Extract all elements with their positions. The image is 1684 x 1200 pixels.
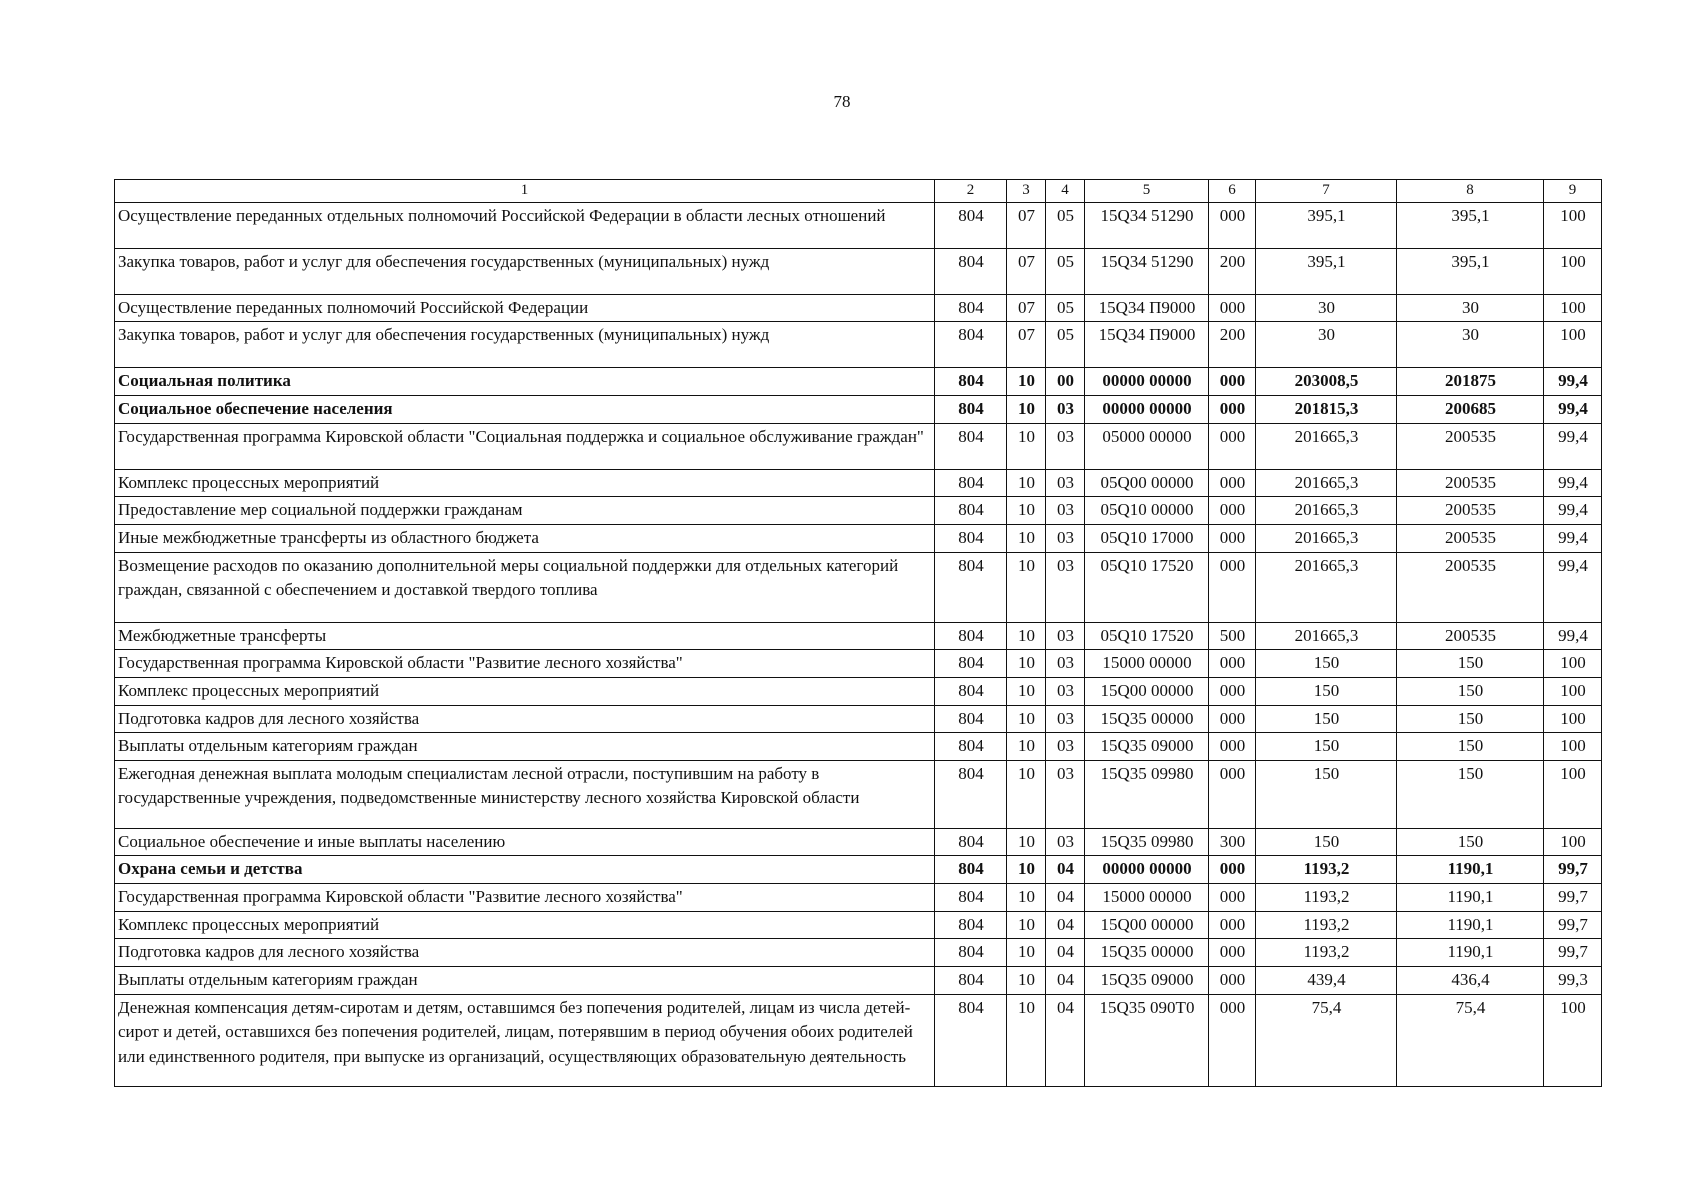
ministry-code-cell: 804 xyxy=(935,856,1007,884)
expense-type-cell: 000 xyxy=(1209,760,1256,828)
row-name-cell: Государственная программа Кировской области "Развитие лесного хозяйства" xyxy=(115,884,935,912)
subsection-code-cell: 05 xyxy=(1046,322,1085,368)
target-article-cell: 15Q34 П9000 xyxy=(1085,294,1209,322)
executed-amount-cell: 200535 xyxy=(1397,423,1544,469)
planned-amount-cell: 1193,2 xyxy=(1256,939,1397,967)
table-row xyxy=(115,733,1602,761)
column-number: 6 xyxy=(1209,180,1256,203)
column-number: 4 xyxy=(1046,180,1085,203)
expense-type-cell: 200 xyxy=(1209,322,1256,368)
execution-percent-cell: 100 xyxy=(1544,248,1602,294)
ministry-code-cell: 804 xyxy=(935,967,1007,995)
executed-amount-cell: 150 xyxy=(1397,650,1544,678)
subsection-code-cell: 03 xyxy=(1046,705,1085,733)
column-number: 5 xyxy=(1085,180,1209,203)
execution-percent-cell: 99,7 xyxy=(1544,884,1602,912)
subsection-code-cell: 03 xyxy=(1046,760,1085,828)
subsection-code-cell: 03 xyxy=(1046,396,1085,424)
subsection-code-cell: 04 xyxy=(1046,967,1085,995)
target-article-cell: 15Q34 51290 xyxy=(1085,202,1209,248)
executed-amount-cell: 150 xyxy=(1397,705,1544,733)
row-name-cell: Государственная программа Кировской области "Развитие лесного хозяйства" xyxy=(115,650,935,678)
ministry-code-cell: 804 xyxy=(935,497,1007,525)
expense-type-cell: 000 xyxy=(1209,856,1256,884)
executed-amount-cell: 201875 xyxy=(1397,368,1544,396)
column-number: 3 xyxy=(1007,180,1046,203)
execution-percent-cell: 100 xyxy=(1544,994,1602,1086)
target-article-cell: 15Q35 09980 xyxy=(1085,760,1209,828)
ministry-code-cell: 804 xyxy=(935,423,1007,469)
execution-percent-cell: 99,4 xyxy=(1544,552,1602,622)
execution-percent-cell: 99,4 xyxy=(1544,622,1602,650)
row-name-cell: Социальная политика xyxy=(115,368,935,396)
table-row xyxy=(115,497,1602,525)
subsection-code-cell: 04 xyxy=(1046,884,1085,912)
ministry-code-cell: 804 xyxy=(935,760,1007,828)
section-code-cell: 07 xyxy=(1007,248,1046,294)
expense-type-cell: 300 xyxy=(1209,828,1256,856)
subsection-code-cell: 05 xyxy=(1046,202,1085,248)
table-row xyxy=(115,911,1602,939)
expense-type-cell: 000 xyxy=(1209,202,1256,248)
expense-type-cell: 000 xyxy=(1209,677,1256,705)
row-name-cell: Подготовка кадров для лесного хозяйства xyxy=(115,939,935,967)
planned-amount-cell: 1193,2 xyxy=(1256,911,1397,939)
target-article-cell: 00000 00000 xyxy=(1085,396,1209,424)
row-name-cell: Подготовка кадров для лесного хозяйства xyxy=(115,705,935,733)
execution-percent-cell: 100 xyxy=(1544,322,1602,368)
table-row xyxy=(115,552,1602,622)
section-code-cell: 10 xyxy=(1007,733,1046,761)
expense-type-cell: 000 xyxy=(1209,994,1256,1086)
section-code-cell: 10 xyxy=(1007,705,1046,733)
table-row xyxy=(115,368,1602,396)
column-number: 2 xyxy=(935,180,1007,203)
table-row xyxy=(115,967,1602,995)
executed-amount-cell: 150 xyxy=(1397,677,1544,705)
expense-type-cell: 000 xyxy=(1209,884,1256,912)
section-code-cell: 10 xyxy=(1007,677,1046,705)
section-code-cell: 07 xyxy=(1007,322,1046,368)
table-row xyxy=(115,294,1602,322)
executed-amount-cell: 395,1 xyxy=(1397,248,1544,294)
expense-type-cell: 000 xyxy=(1209,497,1256,525)
ministry-code-cell: 804 xyxy=(935,733,1007,761)
table-row xyxy=(115,705,1602,733)
subsection-code-cell: 03 xyxy=(1046,828,1085,856)
section-code-cell: 10 xyxy=(1007,650,1046,678)
execution-percent-cell: 99,3 xyxy=(1544,967,1602,995)
subsection-code-cell: 05 xyxy=(1046,294,1085,322)
table-row xyxy=(115,884,1602,912)
execution-percent-cell: 99,4 xyxy=(1544,423,1602,469)
target-article-cell: 15Q35 00000 xyxy=(1085,939,1209,967)
planned-amount-cell: 201665,3 xyxy=(1256,497,1397,525)
table-row xyxy=(115,828,1602,856)
section-code-cell: 10 xyxy=(1007,967,1046,995)
column-number-row xyxy=(115,180,1602,203)
executed-amount-cell: 200535 xyxy=(1397,524,1544,552)
ministry-code-cell: 804 xyxy=(935,248,1007,294)
target-article-cell: 05Q10 00000 xyxy=(1085,497,1209,525)
section-code-cell: 07 xyxy=(1007,294,1046,322)
target-article-cell: 15000 00000 xyxy=(1085,650,1209,678)
planned-amount-cell: 203008,5 xyxy=(1256,368,1397,396)
row-name-cell: Охрана семьи и детства xyxy=(115,856,935,884)
row-name-cell: Комплекс процессных мероприятий xyxy=(115,677,935,705)
execution-percent-cell: 100 xyxy=(1544,828,1602,856)
section-code-cell: 10 xyxy=(1007,396,1046,424)
target-article-cell: 05Q10 17520 xyxy=(1085,552,1209,622)
execution-percent-cell: 99,4 xyxy=(1544,524,1602,552)
executed-amount-cell: 395,1 xyxy=(1397,202,1544,248)
execution-percent-cell: 100 xyxy=(1544,677,1602,705)
row-name-cell: Закупка товаров, работ и услуг для обеспечения государственных (муниципальных) нужд xyxy=(115,322,935,368)
row-name-cell: Иные межбюджетные трансферты из областного бюджета xyxy=(115,524,935,552)
subsection-code-cell: 03 xyxy=(1046,552,1085,622)
section-code-cell: 10 xyxy=(1007,939,1046,967)
executed-amount-cell: 150 xyxy=(1397,828,1544,856)
planned-amount-cell: 1193,2 xyxy=(1256,884,1397,912)
executed-amount-cell: 200535 xyxy=(1397,497,1544,525)
executed-amount-cell: 150 xyxy=(1397,733,1544,761)
ministry-code-cell: 804 xyxy=(935,202,1007,248)
row-name-cell: Возмещение расходов по оказанию дополнительной меры социальной поддержки для отдельных категорий граждан, связанной с обеспечением и доставкой твердого топлива xyxy=(115,552,935,622)
table-row xyxy=(115,423,1602,469)
expense-type-cell: 000 xyxy=(1209,733,1256,761)
row-name-cell: Предоставление мер социальной поддержки гражданам xyxy=(115,497,935,525)
table-row xyxy=(115,248,1602,294)
planned-amount-cell: 201665,3 xyxy=(1256,524,1397,552)
subsection-code-cell: 05 xyxy=(1046,248,1085,294)
subsection-code-cell: 03 xyxy=(1046,650,1085,678)
planned-amount-cell: 30 xyxy=(1256,294,1397,322)
planned-amount-cell: 150 xyxy=(1256,705,1397,733)
table-row xyxy=(115,760,1602,828)
planned-amount-cell: 201665,3 xyxy=(1256,552,1397,622)
planned-amount-cell: 1193,2 xyxy=(1256,856,1397,884)
expense-type-cell: 000 xyxy=(1209,939,1256,967)
row-name-cell: Ежегодная денежная выплата молодым специалистам лесной отрасли, поступившим на работу в государственные учреждения, подведомственные министерству лесного хозяйства Кировской области xyxy=(115,760,935,828)
ministry-code-cell: 804 xyxy=(935,650,1007,678)
target-article-cell: 05Q10 17520 xyxy=(1085,622,1209,650)
executed-amount-cell: 200685 xyxy=(1397,396,1544,424)
planned-amount-cell: 30 xyxy=(1256,322,1397,368)
planned-amount-cell: 150 xyxy=(1256,650,1397,678)
budget-table xyxy=(114,179,1602,1087)
row-name-cell: Выплаты отдельным категориям граждан xyxy=(115,967,935,995)
row-name-cell: Комплекс процессных мероприятий xyxy=(115,469,935,497)
section-code-cell: 10 xyxy=(1007,469,1046,497)
table-row xyxy=(115,524,1602,552)
expense-type-cell: 000 xyxy=(1209,650,1256,678)
planned-amount-cell: 150 xyxy=(1256,733,1397,761)
planned-amount-cell: 150 xyxy=(1256,677,1397,705)
execution-percent-cell: 100 xyxy=(1544,650,1602,678)
subsection-code-cell: 04 xyxy=(1046,856,1085,884)
executed-amount-cell: 436,4 xyxy=(1397,967,1544,995)
subsection-code-cell: 03 xyxy=(1046,733,1085,761)
execution-percent-cell: 99,4 xyxy=(1544,368,1602,396)
ministry-code-cell: 804 xyxy=(935,294,1007,322)
subsection-code-cell: 03 xyxy=(1046,469,1085,497)
subsection-code-cell: 04 xyxy=(1046,911,1085,939)
ministry-code-cell: 804 xyxy=(935,622,1007,650)
section-code-cell: 10 xyxy=(1007,524,1046,552)
planned-amount-cell: 201815,3 xyxy=(1256,396,1397,424)
execution-percent-cell: 99,4 xyxy=(1544,497,1602,525)
subsection-code-cell: 00 xyxy=(1046,368,1085,396)
expense-type-cell: 000 xyxy=(1209,552,1256,622)
executed-amount-cell: 1190,1 xyxy=(1397,939,1544,967)
section-code-cell: 10 xyxy=(1007,884,1046,912)
target-article-cell: 15Q34 51290 xyxy=(1085,248,1209,294)
section-code-cell: 10 xyxy=(1007,856,1046,884)
column-number: 7 xyxy=(1256,180,1397,203)
expense-type-cell: 000 xyxy=(1209,294,1256,322)
target-article-cell: 15Q35 09000 xyxy=(1085,733,1209,761)
executed-amount-cell: 30 xyxy=(1397,294,1544,322)
target-article-cell: 15000 00000 xyxy=(1085,884,1209,912)
table-row xyxy=(115,202,1602,248)
execution-percent-cell: 100 xyxy=(1544,733,1602,761)
execution-percent-cell: 100 xyxy=(1544,760,1602,828)
planned-amount-cell: 201665,3 xyxy=(1256,423,1397,469)
table-row xyxy=(115,677,1602,705)
execution-percent-cell: 99,7 xyxy=(1544,856,1602,884)
expense-type-cell: 200 xyxy=(1209,248,1256,294)
subsection-code-cell: 04 xyxy=(1046,994,1085,1086)
target-article-cell: 00000 00000 xyxy=(1085,856,1209,884)
ministry-code-cell: 804 xyxy=(935,469,1007,497)
table-row xyxy=(115,994,1602,1086)
subsection-code-cell: 03 xyxy=(1046,677,1085,705)
row-name-cell: Комплекс процессных мероприятий xyxy=(115,911,935,939)
execution-percent-cell: 100 xyxy=(1544,705,1602,733)
row-name-cell: Социальное обеспечение населения xyxy=(115,396,935,424)
section-code-cell: 10 xyxy=(1007,423,1046,469)
row-name-cell: Выплаты отдельным категориям граждан xyxy=(115,733,935,761)
executed-amount-cell: 1190,1 xyxy=(1397,911,1544,939)
column-number: 8 xyxy=(1397,180,1544,203)
row-name-cell: Осуществление переданных полномочий Российской Федерации xyxy=(115,294,935,322)
subsection-code-cell: 04 xyxy=(1046,939,1085,967)
table-row xyxy=(115,939,1602,967)
subsection-code-cell: 03 xyxy=(1046,423,1085,469)
target-article-cell: 05000 00000 xyxy=(1085,423,1209,469)
target-article-cell: 15Q35 090Т0 xyxy=(1085,994,1209,1086)
target-article-cell: 15Q35 09980 xyxy=(1085,828,1209,856)
column-number: 9 xyxy=(1544,180,1602,203)
expense-type-cell: 000 xyxy=(1209,524,1256,552)
executed-amount-cell: 150 xyxy=(1397,760,1544,828)
expense-type-cell: 000 xyxy=(1209,368,1256,396)
table-row xyxy=(115,856,1602,884)
expense-type-cell: 000 xyxy=(1209,967,1256,995)
planned-amount-cell: 439,4 xyxy=(1256,967,1397,995)
subsection-code-cell: 03 xyxy=(1046,622,1085,650)
column-number: 1 xyxy=(115,180,935,203)
ministry-code-cell: 804 xyxy=(935,368,1007,396)
table-row xyxy=(115,322,1602,368)
execution-percent-cell: 99,4 xyxy=(1544,396,1602,424)
planned-amount-cell: 395,1 xyxy=(1256,202,1397,248)
target-article-cell: 05Q00 00000 xyxy=(1085,469,1209,497)
section-code-cell: 10 xyxy=(1007,911,1046,939)
row-name-cell: Осуществление переданных отдельных полномочий Российской Федерации в области лесных отношений xyxy=(115,202,935,248)
ministry-code-cell: 804 xyxy=(935,994,1007,1086)
table-row xyxy=(115,650,1602,678)
row-name-cell: Межбюджетные трансферты xyxy=(115,622,935,650)
expense-type-cell: 000 xyxy=(1209,396,1256,424)
expense-type-cell: 000 xyxy=(1209,705,1256,733)
subsection-code-cell: 03 xyxy=(1046,497,1085,525)
ministry-code-cell: 804 xyxy=(935,677,1007,705)
execution-percent-cell: 99,4 xyxy=(1544,469,1602,497)
planned-amount-cell: 201665,3 xyxy=(1256,622,1397,650)
expense-type-cell: 000 xyxy=(1209,469,1256,497)
ministry-code-cell: 804 xyxy=(935,322,1007,368)
ministry-code-cell: 804 xyxy=(935,884,1007,912)
expense-type-cell: 500 xyxy=(1209,622,1256,650)
row-name-cell: Государственная программа Кировской области "Социальная поддержка и социальное обслуживание граждан" xyxy=(115,423,935,469)
planned-amount-cell: 201665,3 xyxy=(1256,469,1397,497)
table-row xyxy=(115,469,1602,497)
execution-percent-cell: 100 xyxy=(1544,294,1602,322)
target-article-cell: 15Q35 09000 xyxy=(1085,967,1209,995)
executed-amount-cell: 200535 xyxy=(1397,552,1544,622)
section-code-cell: 10 xyxy=(1007,994,1046,1086)
planned-amount-cell: 75,4 xyxy=(1256,994,1397,1086)
execution-percent-cell: 100 xyxy=(1544,202,1602,248)
ministry-code-cell: 804 xyxy=(935,524,1007,552)
ministry-code-cell: 804 xyxy=(935,396,1007,424)
section-code-cell: 07 xyxy=(1007,202,1046,248)
planned-amount-cell: 395,1 xyxy=(1256,248,1397,294)
subsection-code-cell: 03 xyxy=(1046,524,1085,552)
target-article-cell: 15Q00 00000 xyxy=(1085,911,1209,939)
executed-amount-cell: 200535 xyxy=(1397,469,1544,497)
ministry-code-cell: 804 xyxy=(935,911,1007,939)
executed-amount-cell: 75,4 xyxy=(1397,994,1544,1086)
execution-percent-cell: 99,7 xyxy=(1544,939,1602,967)
executed-amount-cell: 30 xyxy=(1397,322,1544,368)
section-code-cell: 10 xyxy=(1007,760,1046,828)
section-code-cell: 10 xyxy=(1007,497,1046,525)
expense-type-cell: 000 xyxy=(1209,423,1256,469)
executed-amount-cell: 1190,1 xyxy=(1397,856,1544,884)
executed-amount-cell: 1190,1 xyxy=(1397,884,1544,912)
executed-amount-cell: 200535 xyxy=(1397,622,1544,650)
row-name-cell: Закупка товаров, работ и услуг для обеспечения государственных (муниципальных) нужд xyxy=(115,248,935,294)
row-name-cell: Денежная компенсация детям-сиротам и детям, оставшимся без попечения родителей, лицам из числа детей-сирот и детей, оставшихся без попечения родителей, лицам, потерявшим в период обучения обоих родителей или единственного родителя, при выпуске из организаций, осуществляющих образовательную деятельность xyxy=(115,994,935,1086)
expense-type-cell: 000 xyxy=(1209,911,1256,939)
planned-amount-cell: 150 xyxy=(1256,828,1397,856)
target-article-cell: 00000 00000 xyxy=(1085,368,1209,396)
ministry-code-cell: 804 xyxy=(935,939,1007,967)
target-article-cell: 15Q34 П9000 xyxy=(1085,322,1209,368)
target-article-cell: 05Q10 17000 xyxy=(1085,524,1209,552)
page-number: 78 xyxy=(833,92,851,111)
section-code-cell: 10 xyxy=(1007,552,1046,622)
section-code-cell: 10 xyxy=(1007,828,1046,856)
planned-amount-cell: 150 xyxy=(1256,760,1397,828)
ministry-code-cell: 804 xyxy=(935,552,1007,622)
table-row xyxy=(115,396,1602,424)
target-article-cell: 15Q35 00000 xyxy=(1085,705,1209,733)
section-code-cell: 10 xyxy=(1007,368,1046,396)
ministry-code-cell: 804 xyxy=(935,705,1007,733)
section-code-cell: 10 xyxy=(1007,622,1046,650)
table-row xyxy=(115,622,1602,650)
execution-percent-cell: 99,7 xyxy=(1544,911,1602,939)
ministry-code-cell: 804 xyxy=(935,828,1007,856)
row-name-cell: Социальное обеспечение и иные выплаты населению xyxy=(115,828,935,856)
target-article-cell: 15Q00 00000 xyxy=(1085,677,1209,705)
